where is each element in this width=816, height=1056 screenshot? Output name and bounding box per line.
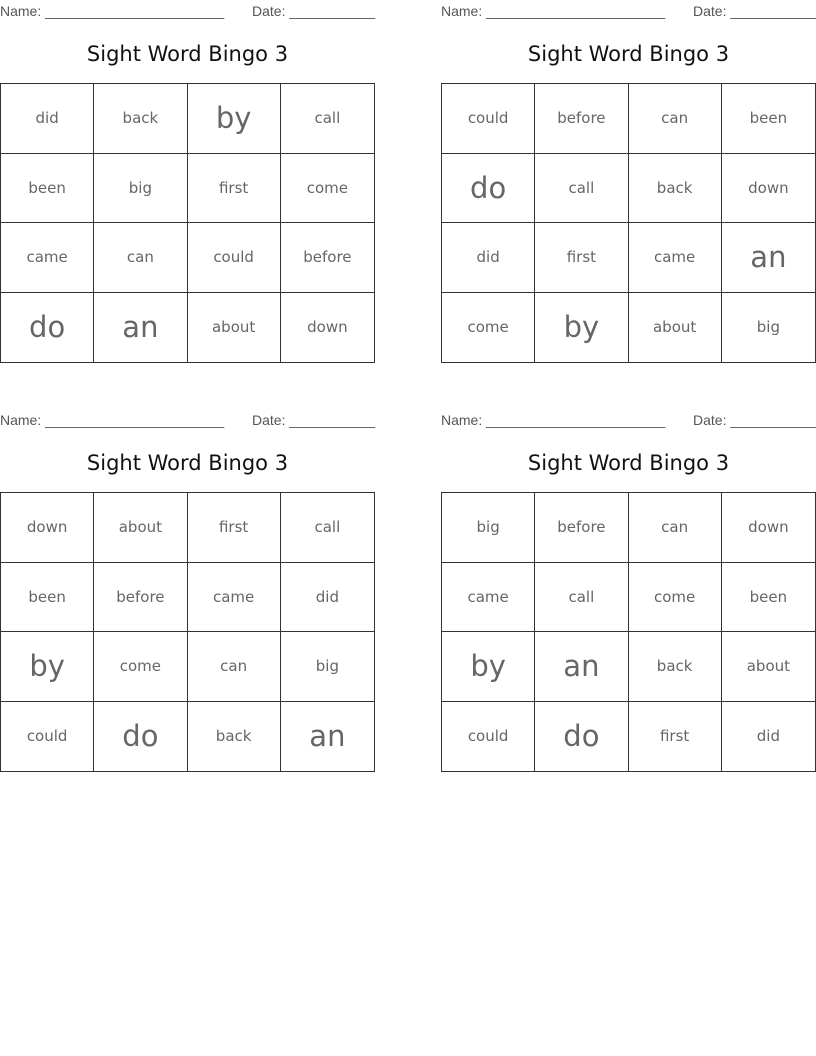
bingo-cell: an bbox=[94, 293, 187, 363]
name-field: Name: _______________________ bbox=[441, 3, 666, 19]
bingo-cell: before bbox=[535, 84, 628, 154]
name-field: Name: _______________________ bbox=[0, 412, 225, 428]
card-title: Sight Word Bingo 3 bbox=[527, 42, 730, 66]
bingo-cell: down bbox=[722, 154, 815, 224]
bingo-cell: an bbox=[309, 719, 346, 754]
bingo-cell: an bbox=[722, 223, 815, 293]
bingo-cell: been bbox=[1, 154, 94, 224]
bingo-cell: back bbox=[188, 702, 281, 772]
bingo-card-3 bbox=[0, 409, 375, 773]
bingo-grid bbox=[441, 83, 816, 363]
bingo-cell: can bbox=[629, 493, 722, 563]
bingo-cell: do bbox=[1, 293, 94, 363]
card-title: Sight Word Bingo 3 bbox=[527, 451, 730, 475]
bingo-cell: down bbox=[1, 493, 94, 563]
bingo-cell: can bbox=[188, 632, 281, 702]
bingo-cell: did bbox=[281, 563, 374, 633]
bingo-cell: been bbox=[722, 84, 815, 154]
bingo-cell: by bbox=[442, 632, 535, 702]
bingo-cell: back bbox=[629, 154, 722, 224]
bingo-card-1 bbox=[0, 0, 375, 364]
bingo-cell: big bbox=[442, 493, 535, 563]
bingo-cell: back bbox=[94, 84, 187, 154]
bingo-cell: come bbox=[94, 632, 187, 702]
bingo-cell: first bbox=[535, 223, 628, 293]
bingo-cell: call bbox=[535, 563, 628, 633]
bingo-cell: do bbox=[94, 702, 187, 772]
bingo-cell: came bbox=[1, 223, 94, 293]
bingo-grid bbox=[0, 492, 375, 772]
bingo-cell: back bbox=[629, 632, 722, 702]
date-field: Date: ___________ bbox=[252, 412, 375, 428]
bingo-cell: could bbox=[442, 702, 535, 772]
bingo-cell: came bbox=[629, 223, 722, 293]
bingo-cell: can bbox=[94, 223, 187, 293]
bingo-cell: about bbox=[629, 293, 722, 363]
bingo-cell: first bbox=[629, 702, 722, 772]
bingo-cell: could bbox=[442, 84, 535, 154]
bingo-cell: first bbox=[188, 493, 281, 563]
bingo-grid bbox=[0, 83, 375, 363]
bingo-cell: call bbox=[281, 84, 374, 154]
bingo-cell: by bbox=[188, 84, 281, 154]
bingo-cell: did bbox=[1, 84, 94, 154]
bingo-cell: down bbox=[307, 318, 348, 337]
bingo-card-4 bbox=[441, 409, 816, 773]
bingo-cell: come bbox=[442, 293, 535, 363]
bingo-cell: call bbox=[281, 493, 374, 563]
bingo-cell: been bbox=[722, 563, 815, 633]
bingo-cell: came bbox=[188, 563, 281, 633]
bingo-cell: came bbox=[442, 563, 535, 633]
bingo-cell: do bbox=[535, 702, 628, 772]
bingo-cell: big bbox=[94, 154, 187, 224]
bingo-cell: could bbox=[188, 223, 281, 293]
bingo-cell: before bbox=[281, 223, 374, 293]
bingo-cell: big bbox=[281, 632, 374, 702]
card-title: Sight Word Bingo 3 bbox=[86, 451, 289, 475]
date-field: Date: ___________ bbox=[693, 412, 816, 428]
bingo-cell: can bbox=[629, 84, 722, 154]
bingo-cell: could bbox=[1, 702, 94, 772]
bingo-cell: did bbox=[756, 727, 780, 746]
card-title: Sight Word Bingo 3 bbox=[86, 42, 289, 66]
bingo-grid bbox=[441, 492, 816, 772]
bingo-cell: come bbox=[281, 154, 374, 224]
bingo-card-2 bbox=[441, 0, 816, 364]
name-field: Name: _______________________ bbox=[0, 3, 225, 19]
bingo-cell: about bbox=[722, 632, 815, 702]
name-field: Name: _______________________ bbox=[441, 412, 666, 428]
date-field: Date: ___________ bbox=[252, 3, 375, 19]
bingo-cell: call bbox=[535, 154, 628, 224]
bingo-cell: big bbox=[756, 318, 780, 337]
bingo-cell: by bbox=[1, 632, 94, 702]
bingo-cell: about bbox=[94, 493, 187, 563]
bingo-cell: come bbox=[629, 563, 722, 633]
bingo-cell: before bbox=[94, 563, 187, 633]
bingo-cell: first bbox=[188, 154, 281, 224]
date-field: Date: ___________ bbox=[693, 3, 816, 19]
bingo-cell: did bbox=[442, 223, 535, 293]
bingo-cell: been bbox=[1, 563, 94, 633]
bingo-cell: by bbox=[535, 293, 628, 363]
bingo-cell: before bbox=[535, 493, 628, 563]
bingo-cell: an bbox=[535, 632, 628, 702]
bingo-cell: down bbox=[722, 493, 815, 563]
bingo-cell: about bbox=[188, 293, 281, 363]
bingo-cell: do bbox=[442, 154, 535, 224]
